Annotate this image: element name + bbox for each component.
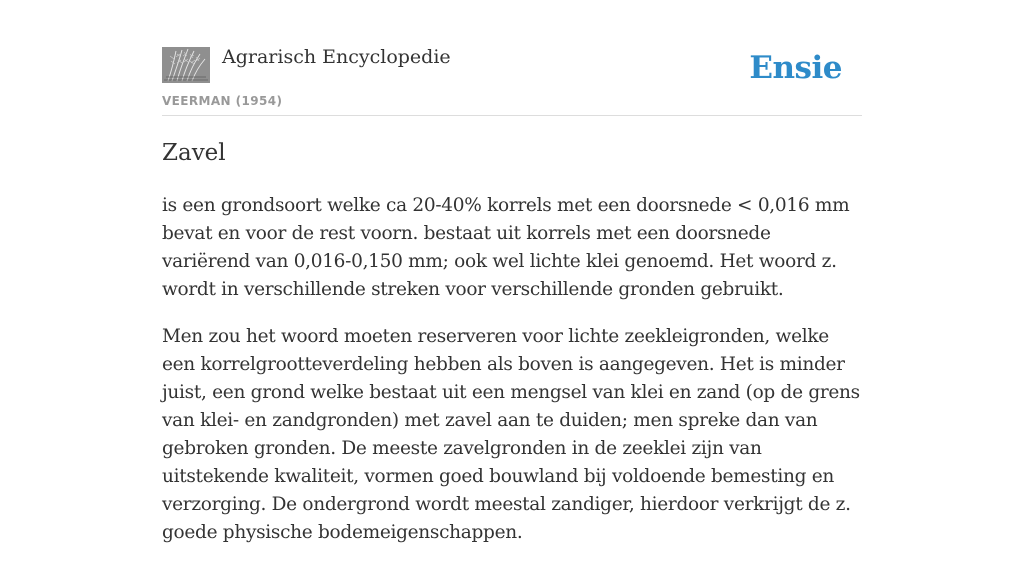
article-title: Zavel [162, 140, 226, 166]
article-paragraph: Men zou het woord moeten reserveren voor lichte zeekleigronden, welke een korrelgrootteverdeling hebben als boven is aangegeven. Het is minder juist, een grond welke bestaat uit een mengsel van klei en zand (op de grens van klei- en zandgronden) met zavel aan te duiden; men spreke dan van gebroken gronden. De meeste zavelgronden in de zeeklei zijn van uitstekende kwaliteit, vormen goed bouwland bij voldoende bemesting en verzorging. De ondergrond wordt meestal zandiger, hierdoor verkrijgt de z. goede physische bodemeigenschappen. [162, 326, 860, 543]
ensie-logo[interactable]: Ensie [749, 50, 842, 86]
article-paragraph: is een grondsoort welke ca 20-40% korrels met een doorsnede < 0,016 mm bevat en voor de rest voorn. bestaat uit korrels met een doorsnede variërend van 0,016-0,150 mm; ook wel lichte klei genoemd. Het woord z. wordt in verschillende streken voor verschillende gronden gebruikt. [162, 195, 850, 300]
article-header [162, 0, 862, 116]
wheat-engraving-icon[interactable] [162, 47, 210, 83]
article-page [162, 0, 862, 543]
article-body [162, 192, 862, 566]
source-meta: VEERMAN (1954) [162, 94, 283, 108]
source-name[interactable]: Agrarisch Encyclopedie [222, 46, 451, 68]
